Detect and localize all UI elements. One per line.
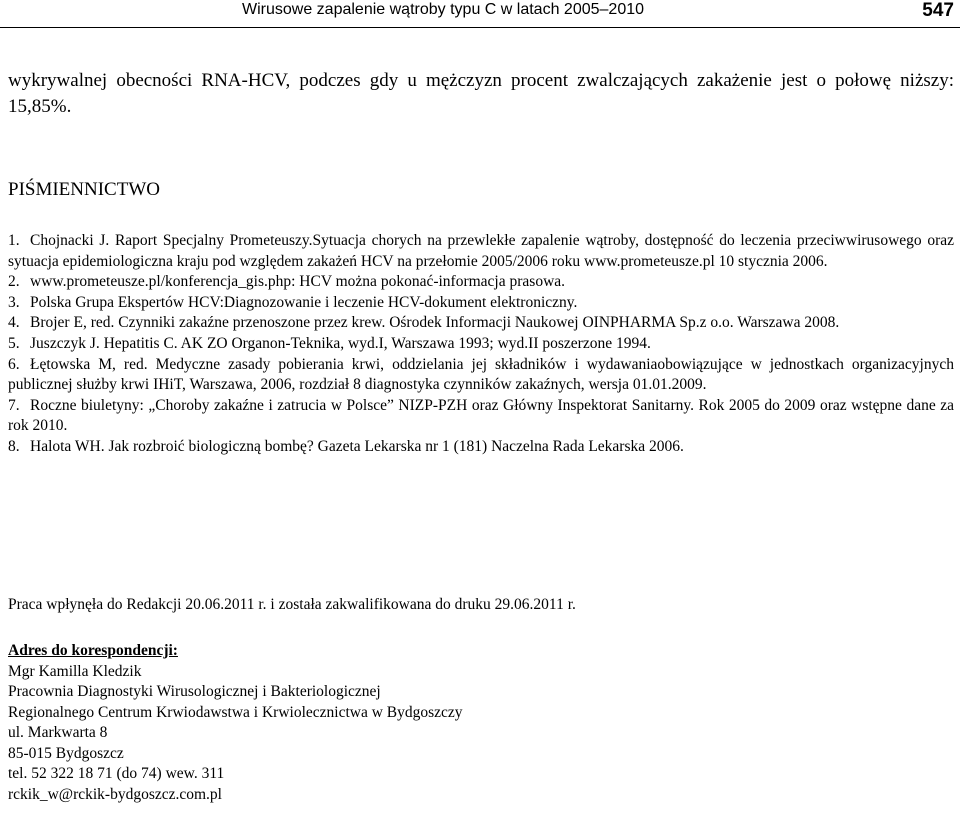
reference-item <box>8 293 954 314</box>
received-note: Praca wpłynęła do Redakcji 20.06.2011 r. i została zakwalifikowana do druku 29.06.2011 r. <box>8 596 576 613</box>
reference-text: Łętowska M, red. Medyczne zasady pobierania krwi, oddzielania jej składników i wydawaniaobowiązujące w jednostkach organizacyjnych publicznej służby krwi IHiT, Warszawa, 2006, rozdział 8 diagnostyka czynników zakaźnych, wersja 01.01.2009. <box>8 355 954 394</box>
intro-paragraph: wykrywalnej obecności RNA-HCV, podczes gdy u mężczyzn procent zwalczających zakażenie jest o połowę niższy: 15,85%. <box>8 70 954 117</box>
reference-number: 1. <box>8 232 20 249</box>
reference-number: 7. <box>8 396 20 414</box>
reference-number: 4. <box>8 314 20 332</box>
correspondence-phone: tel. 52 322 18 71 (do 74) wew. 311 <box>8 765 225 782</box>
correspondence-heading: Adres do korespondencji: <box>8 642 178 659</box>
correspondence-street: ul. Markwarta 8 <box>8 724 108 741</box>
reference-text: Brojer E, red. Czynniki zakaźne przenoszone przez krew. Ośrodek Informacji Naukowej OINPHARMA Sp.z o.o. Warszawa 2008. <box>30 314 840 332</box>
reference-item <box>8 396 954 437</box>
running-title: Wirusowe zapalenie wątroby typu C w latach 2005–2010 <box>242 1 645 18</box>
references-heading: PIŚMIENNICTWO <box>8 179 160 200</box>
reference-text: Chojnacki J. Raport Specjalny Prometeuszy.Sytuacja chorych na przewlekłe zapalenie wątroby, dostępność do leczenia przeciwwirusowego oraz sytuacja epidemiologiczna kraju pod względem zakażeń HCV na przełomie 2005/2006 roku www.prometeusze.pl 10 stycznia 2006. <box>8 232 954 270</box>
reference-number: 3. <box>8 293 20 311</box>
correspondence-institution: Regionalnego Centrum Krwiodawstwa i Krwiolecznictwa w Bydgoszczy <box>8 703 463 721</box>
correspondence-email: rckik_w@rckik-bydgoszcz.com.pl <box>8 785 222 803</box>
correspondence-name: Mgr Kamilla Kledzik <box>8 662 142 680</box>
header-divider <box>0 27 960 28</box>
reference-text: Halota WH. Jak rozbroić biologiczną bombę? Gazeta Lekarska nr 1 (181) Naczelna Rada Lekarska 2006. <box>30 437 684 455</box>
reference-item <box>8 355 954 396</box>
reference-item <box>8 272 954 293</box>
reference-item <box>8 437 954 458</box>
running-header <box>0 0 960 30</box>
correspondence-city: 85-015 Bydgoszcz <box>8 744 124 762</box>
correspondence-address <box>8 641 463 805</box>
reference-text: Juszczyk J. Hepatitis C. AK ZO Organon-Teknika, wyd.I, Warszawa 1993; wyd.II poszerzone 1994. <box>30 334 651 352</box>
page-number: 547 <box>922 0 954 21</box>
reference-text: Roczne biuletyny: „Choroby zakaźne i zatrucia w Polsce” NIZP-PZH oraz Główny Inspektorat Sanitarny. Rok 2005 do 2009 oraz wstępne dane za rok 2010. <box>8 396 954 435</box>
reference-text: www.prometeusze.pl/konferencja_gis.php: HCV można pokonać-informacja prasowa. <box>30 273 566 291</box>
reference-number: 5. <box>8 334 20 352</box>
reference-number: 6. <box>8 355 20 373</box>
reference-text: Polska Grupa Ekspertów HCV:Diagnozowanie i leczenie HCV-dokument elektroniczny. <box>30 293 578 311</box>
reference-number: 2. <box>8 273 20 291</box>
reference-item <box>8 313 954 334</box>
reference-list <box>8 231 954 458</box>
reference-item <box>8 334 954 355</box>
reference-number: 8. <box>8 437 20 455</box>
reference-item <box>8 231 954 272</box>
correspondence-department: Pracownia Diagnostyki Wirusologicznej i Bakteriologicznej <box>8 683 381 700</box>
